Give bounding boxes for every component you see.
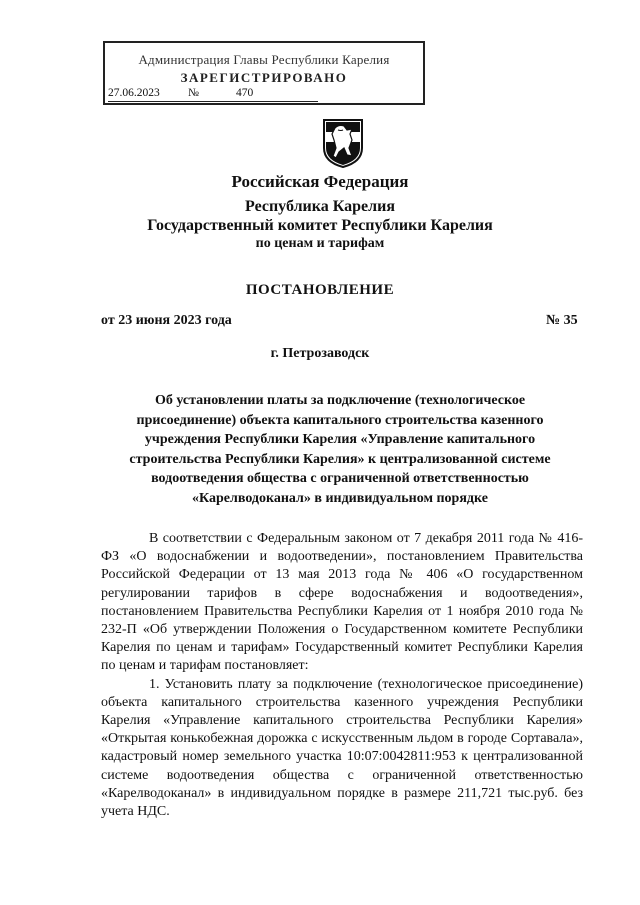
title-line: строительства Республики Карелия» к централизованной системе [129,451,551,467]
stamp-registered: ЗАРЕГИСТРИРОВАНО [180,70,348,85]
header-committee-sub: по ценам и тарифам [255,236,385,251]
document-body [101,530,583,821]
document-type: ПОСТАНОВЛЕНИЕ [245,282,395,298]
title-line: Об установлении платы за подключение (технологическое [154,393,526,408]
stamp-registration-line [108,87,253,99]
document-title [100,391,580,508]
document-number: № 35 [546,313,578,328]
stamp-date: 27.06.2023 [108,87,160,99]
header-country: Российская Федерация [231,172,409,191]
document-city: г. Петрозаводск [270,346,370,361]
stamp-number-label: № [188,87,199,99]
paragraph-item-1: 1. Установить плату за подключение (технологическое присоединение) объекта капитального строительства казенного учреждения Республики Карелия «Управление капитального строительства Республики Карелия» «Открытая конькобежная дорожка с искусственным льдом в городе Сортавала», кадастровый номер земельного участка 10:07:0042811:953 к централизованной системе водоотведения общества с ограниченной ответственностью «Карелводоканал» в индивидуальном порядке в размере 211,721 тыс.руб. без учета НДС. [101,676,583,820]
paragraph-preamble: В соответствии с Федеральным законом от 7 декабря 2011 года № 416-ФЗ «О водоснабжении и водоотведении», постановлением Правительства Российской Федерации от 13 мая 2013 года № 406 «О государственном регулировании тарифов в сфере водоснабжения и водоотведения», постановлением Правительства Республики Карелия от 1 ноября 2010 года № 232-П «Об утверждении Положения о Государственном комитете Республики Карелия по ценам и тарифам» Государственный комитет Республики Карелия по ценам и тарифам постановляет: [101,531,583,674]
title-line: «Карелводоканал» в индивидуальном порядке [192,490,488,506]
stamp-underline [108,101,318,102]
title-line: присоединение) объекта капитального строительства казенного [136,412,544,428]
title-line: водоотведения общества с ограниченной ответственностью [151,471,529,486]
document-date: от 23 июня 2023 года [101,313,232,328]
stamp-number: 470 [236,87,254,99]
karelia-coat-of-arms-icon [322,118,364,168]
title-line: учреждения Республики Карелия «Управление капитального [144,432,536,447]
header-committee: Государственный комитет Республики Карелия [147,217,493,234]
header-region: Республика Карелия [245,198,395,215]
stamp-organization: Администрация Главы Республики Карелия [138,52,390,67]
